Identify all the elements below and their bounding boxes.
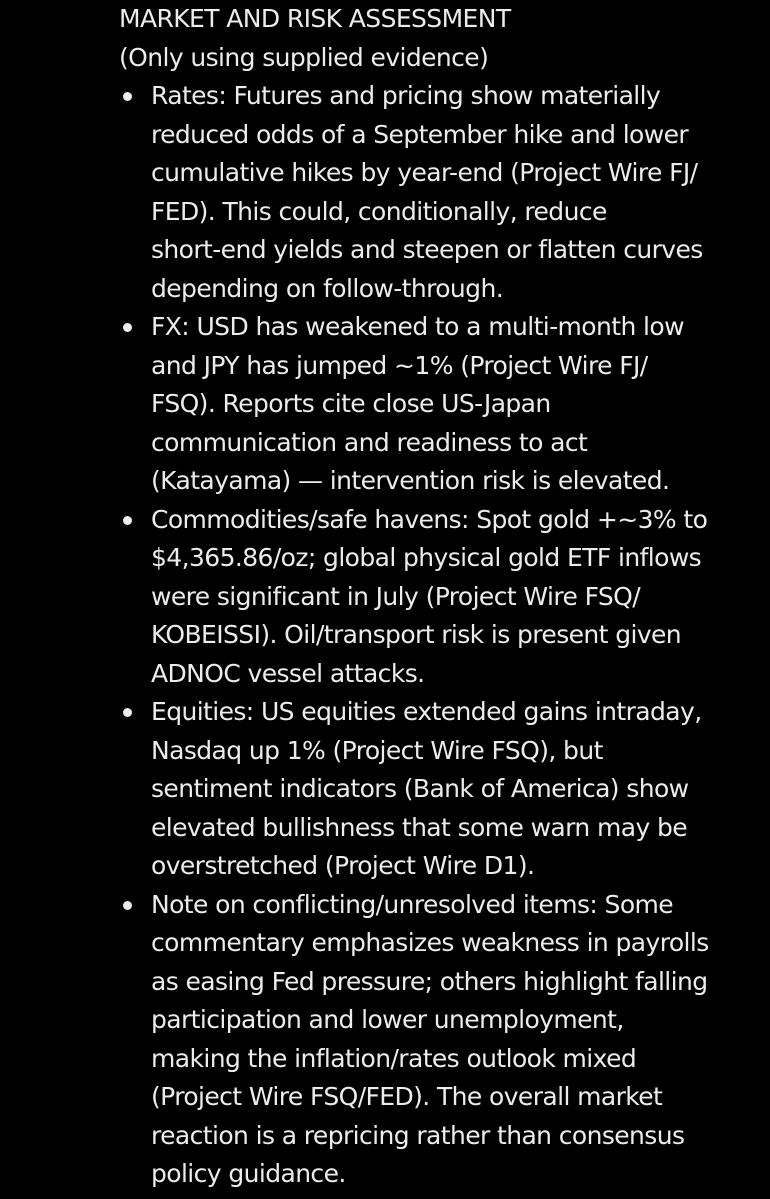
bullet-text (151, 77, 759, 308)
section-heading: MARKET AND RISK ASSESSMENT (119, 4, 511, 33)
bullet-line: KOBEISSI). Oil/transport risk is present given (151, 620, 682, 649)
bullet-dot-icon (123, 92, 132, 101)
bullet-line: elevated bullishness that some warn may be (151, 812, 688, 842)
bullet-line: policy guidance. (151, 1159, 346, 1188)
bullet-line: Commodities/safe havens: Spot gold +~3% to (151, 504, 708, 534)
bullet-dot-icon (123, 516, 132, 525)
bullet-line: reaction is a repricing rather than consensus (151, 1120, 685, 1150)
bullet-equities (119, 693, 759, 886)
bullet-line: commentary emphasizes weakness in payrolls (151, 928, 709, 957)
bullet-line: cumulative hikes by year-end (Project Wire FJ/ (151, 158, 698, 187)
bullet-line: ADNOC vessel attacks. (151, 658, 425, 688)
bullet-line: communication and readiness to act (151, 427, 588, 457)
bullet-text (151, 308, 759, 501)
bullet-line: Note on conflicting/unresolved items: Some (151, 889, 674, 919)
bullet-line: $4,365.86/oz; global physical gold ETF inflows (151, 543, 702, 572)
bullet-dot-icon (123, 901, 132, 910)
bullet-line: making the inflation/rates outlook mixed (151, 1043, 637, 1073)
bullet-line: sentiment indicators (Bank of America) show (151, 774, 689, 803)
bullet-fx (119, 308, 759, 501)
bullet-line: FED). This could, conditionally, reduce (151, 196, 607, 226)
bullet-line: (Project Wire FSQ/FED). The overall market (151, 1082, 663, 1111)
bullet-dot-icon (123, 323, 132, 332)
assessment-list (119, 77, 759, 1194)
bullet-line: as easing Fed pressure; others highlight falling (151, 966, 708, 996)
bullet-line: FSQ). Reports cite close US-Japan (151, 389, 551, 418)
assessment-section (119, 0, 759, 1194)
bullet-rates (119, 77, 759, 308)
bullet-line: reduced odds of a September hike and lower (151, 119, 689, 149)
bullet-line: participation and lower unemployment, (151, 1005, 624, 1034)
bullet-line: and JPY has jumped ~1% (Project Wire FJ/ (151, 350, 648, 380)
bullet-line: Equities: US equities extended gains intraday, (151, 697, 702, 726)
bullet-text (151, 886, 759, 1194)
bullet-text (151, 693, 759, 886)
bullet-dot-icon (123, 708, 132, 717)
bullet-line: FX: USD has weakened to a multi-month low (151, 312, 684, 341)
bullet-line: short-end yields and steepen or flatten curves (151, 235, 703, 264)
bullet-conflicting-items (119, 886, 759, 1194)
bullet-line: were significant in July (Project Wire FSQ/ (151, 581, 641, 611)
bullet-line: depending on follow-through. (151, 273, 504, 303)
bullet-line: overstretched (Project Wire D1). (151, 851, 535, 880)
section-subheading: (Only using supplied evidence) (119, 42, 489, 72)
bullet-text (151, 501, 759, 694)
bullet-commodities (119, 501, 759, 694)
bullet-line: Rates: Futures and pricing show materially (151, 81, 661, 110)
bullet-line: Nasdaq up 1% (Project Wire FSQ), but (151, 735, 603, 765)
bullet-line: (Katayama) — intervention risk is elevated. (151, 466, 670, 495)
